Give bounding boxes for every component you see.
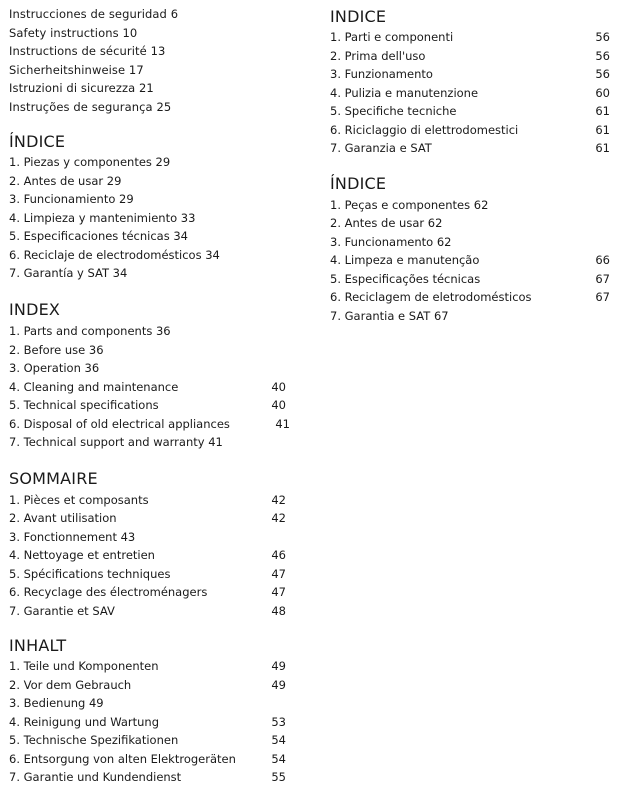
safety-item-en[interactable]: Safety instructions 10: [9, 26, 138, 40]
toc-entry[interactable]: 5. Technical specifications: [9, 398, 159, 412]
toc-entry[interactable]: 7. Garantia e SAT 67: [330, 309, 449, 323]
toc-entry[interactable]: 3. Operation 36: [9, 361, 100, 375]
safety-item-es[interactable]: Instrucciones de seguridad 6: [9, 7, 179, 21]
toc-page-number: 40: [271, 398, 286, 412]
section-title-de: INHALT: [9, 636, 67, 655]
toc-entry[interactable]: 6. Recyclage des électroménagers: [9, 585, 208, 599]
toc-entry[interactable]: 3. Fonctionnement 43: [9, 530, 136, 544]
toc-entry[interactable]: 2. Antes de usar 29: [9, 174, 122, 188]
toc-page-number: 56: [595, 49, 610, 63]
toc-page-number: 61: [595, 123, 610, 137]
toc-entry[interactable]: 5. Technische Spezifikationen: [9, 733, 179, 747]
toc-page-number: 46: [271, 548, 286, 562]
toc-page-number: 47: [271, 585, 286, 599]
toc-entry[interactable]: 3. Funcionamiento 29: [9, 192, 134, 206]
toc-entry[interactable]: 1. Peças e componentes 62: [330, 198, 489, 212]
section-title-it: INDICE: [330, 7, 387, 26]
toc-page-number: 53: [271, 715, 286, 729]
toc-entry[interactable]: 2. Avant utilisation: [9, 511, 117, 525]
toc-page-number: 47: [271, 567, 286, 581]
safety-item-it[interactable]: Istruzioni di sicurezza 21: [9, 81, 154, 95]
toc-entry[interactable]: 6. Entsorgung von alten Elektrogeräten: [9, 752, 236, 766]
toc-entry[interactable]: 2. Antes de usar 62: [330, 216, 443, 230]
toc-entry[interactable]: 6. Riciclaggio di elettrodomestici: [330, 123, 519, 137]
toc-entry[interactable]: 4. Reinigung und Wartung: [9, 715, 160, 729]
toc-entry[interactable]: 4. Nettoyage et entretien: [9, 548, 155, 562]
toc-page-number: 66: [595, 253, 610, 267]
toc-entry[interactable]: 1. Teile und Komponenten: [9, 659, 159, 673]
toc-entry[interactable]: 7. Garantía y SAT 34: [9, 266, 128, 280]
toc-entry[interactable]: 1. Parti e componenti: [330, 30, 454, 44]
toc-entry[interactable]: 6. Reciclagem de eletrodomésticos: [330, 290, 532, 304]
toc-entry[interactable]: 6. Reciclaje de electrodomésticos 34: [9, 248, 220, 262]
toc-page-number: 54: [271, 752, 286, 766]
toc-page-number: 61: [595, 104, 610, 118]
toc-entry[interactable]: 6. Disposal of old electrical appliances: [9, 417, 230, 431]
toc-entry[interactable]: 1. Pièces et composants: [9, 493, 149, 507]
toc-entry[interactable]: 5. Spécifications techniques: [9, 567, 171, 581]
toc-page-number: 49: [271, 678, 286, 692]
toc-page-number: 61: [595, 141, 610, 155]
section-title-pt: ÍNDICE: [330, 174, 387, 193]
toc-page-number: 67: [595, 290, 610, 304]
toc-entry[interactable]: 5. Especificações técnicas: [330, 272, 481, 286]
toc-page-number: 67: [595, 272, 610, 286]
toc-entry[interactable]: 2. Before use 36: [9, 343, 104, 357]
toc-page-number: 42: [271, 493, 286, 507]
toc-page-number: 56: [595, 30, 610, 44]
toc-entry[interactable]: 4. Cleaning and maintenance: [9, 380, 179, 394]
toc-entry[interactable]: 1. Piezas y componentes 29: [9, 155, 171, 169]
section-title-fr: SOMMAIRE: [9, 469, 98, 488]
toc-page-number: 49: [271, 659, 286, 673]
toc-entry[interactable]: 4. Limpeza e manutenção: [330, 253, 480, 267]
toc-page-number: 42: [271, 511, 286, 525]
toc-entry[interactable]: 5. Especificaciones técnicas 34: [9, 229, 188, 243]
toc-page-number: 41: [275, 417, 290, 431]
toc-page-number: 56: [595, 67, 610, 81]
safety-item-fr[interactable]: Instructions de sécurité 13: [9, 44, 166, 58]
toc-page-number: 48: [271, 604, 286, 618]
toc-entry[interactable]: 7. Garantie et SAV: [9, 604, 115, 618]
toc-page-number: 60: [595, 86, 610, 100]
safety-item-pt[interactable]: Instruções de segurança 25: [9, 100, 172, 114]
toc-entry[interactable]: 2. Prima dell'uso: [330, 49, 426, 63]
toc-entry[interactable]: 1. Parts and components 36: [9, 324, 171, 338]
toc-entry[interactable]: 7. Garantie und Kundendienst: [9, 770, 182, 784]
toc-entry[interactable]: 7. Technical support and warranty 41: [9, 435, 223, 449]
toc-entry[interactable]: 3. Funzionamento: [330, 67, 433, 81]
section-title-en: INDEX: [9, 300, 61, 319]
toc-entry[interactable]: 3. Bedienung 49: [9, 696, 104, 710]
toc-page-number: 54: [271, 733, 286, 747]
toc-entry[interactable]: 3. Funcionamento 62: [330, 235, 452, 249]
toc-entry[interactable]: 7. Garanzia e SAT: [330, 141, 432, 155]
toc-entry[interactable]: 2. Vor dem Gebrauch: [9, 678, 132, 692]
toc-page-number: 40: [271, 380, 286, 394]
toc-entry[interactable]: 4. Limpieza y mantenimiento 33: [9, 211, 196, 225]
toc-entry[interactable]: 5. Specifiche tecniche: [330, 104, 457, 118]
section-title-es: ÍNDICE: [9, 132, 66, 151]
safety-item-de[interactable]: Sicherheitshinweise 17: [9, 63, 144, 77]
toc-page-number: 55: [271, 770, 286, 784]
toc-entry[interactable]: 4. Pulizia e manutenzione: [330, 86, 479, 100]
